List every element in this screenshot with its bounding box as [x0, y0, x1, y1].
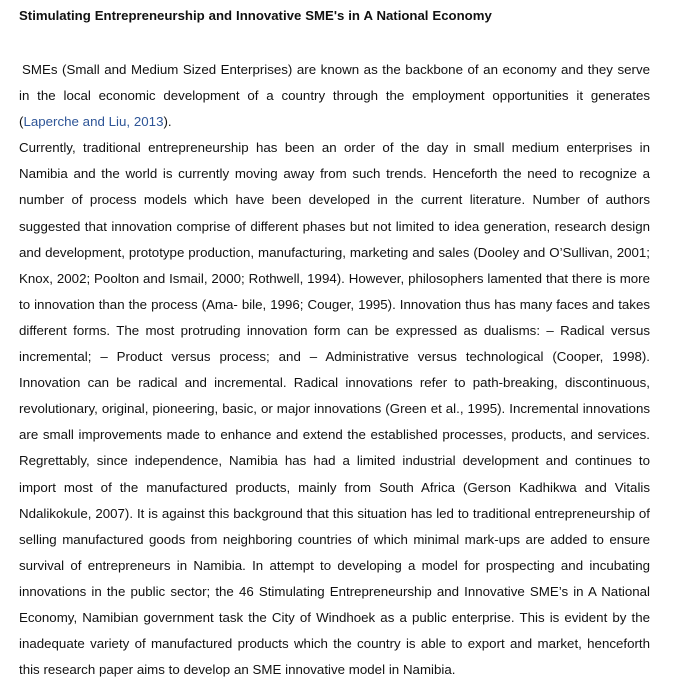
paragraph-intro [19, 57, 650, 135]
paragraph-main: Currently, traditional entrepreneurship has been an order of the day in small medium enterprises in Namibia and the world is currently moving away from such trends. Henceforth the need to recognize a number of process models which have been developed in the current literature. Number of authors suggested that innovation comprise of different phases but not limited to idea generation, research design and development, prototype production, manufacturing, marketing and sales (Dooley and O’Sullivan, 2001; Knox, 2002; Poolton and Ismail, 2000; Rothwell, 1994). However, philosophers lamented that there is more to innovation than the process (Ama- bile, 1996; Couger, 1995). Innovation thus has many faces and takes different forms. The most protruding innovation form can be expressed as dualisms: – Radical versus incremental; – Product versus process; and – Administrative versus technological (Cooper, 1998). Innovation can be radical and incremental. Radical innovations refer to path-breaking, discontinuous, revolutionary, original, pioneering, basic, or major innovations (Green et al., 1995). Incremental innovations are small improvements made to enhance and extend the established processes, products, and services. Regrettably, since independence, Namibia has had a limited industrial development and continues to import most of the manufactured products, mainly from South Africa (Gerson Kadhikwa and Vitalis Ndalikokule, 2007). It is against this background that this situation has led to traditional entrepreneurship of selling manufactured goods from neighboring countries of which minimal mark-ups are added to ensure survival of entrepreneurs in Namibia. In attempt to developing a model for prospecting and incubating innovations in the public sector; the 46 Stimulating Entrepreneurship and Innovative SME’s in A National Economy, Namibian government task the City of Windhoek as a public enterprise. This is evident by the inadequate variety of manufactured products which the country is able to export and market, henceforth this research paper aims to develop an SME innovative model in Namibia. [19, 140, 650, 678]
citation-link[interactable]: Laperche and Liu, 2013 [23, 114, 164, 130]
document-title: Stimulating Entrepreneurship and Innovative SME's in A National Economy [19, 8, 492, 23]
document-page [19, 6, 650, 683]
paragraph-intro-text: SMEs (Small and Medium Sized Enterprises) are known as the backbone of an economy and they serve in the local economic development of a country through the employment opportunities it generates ( [19, 62, 650, 130]
document-body [19, 57, 650, 683]
paragraph-intro-end: ). [163, 114, 172, 130]
